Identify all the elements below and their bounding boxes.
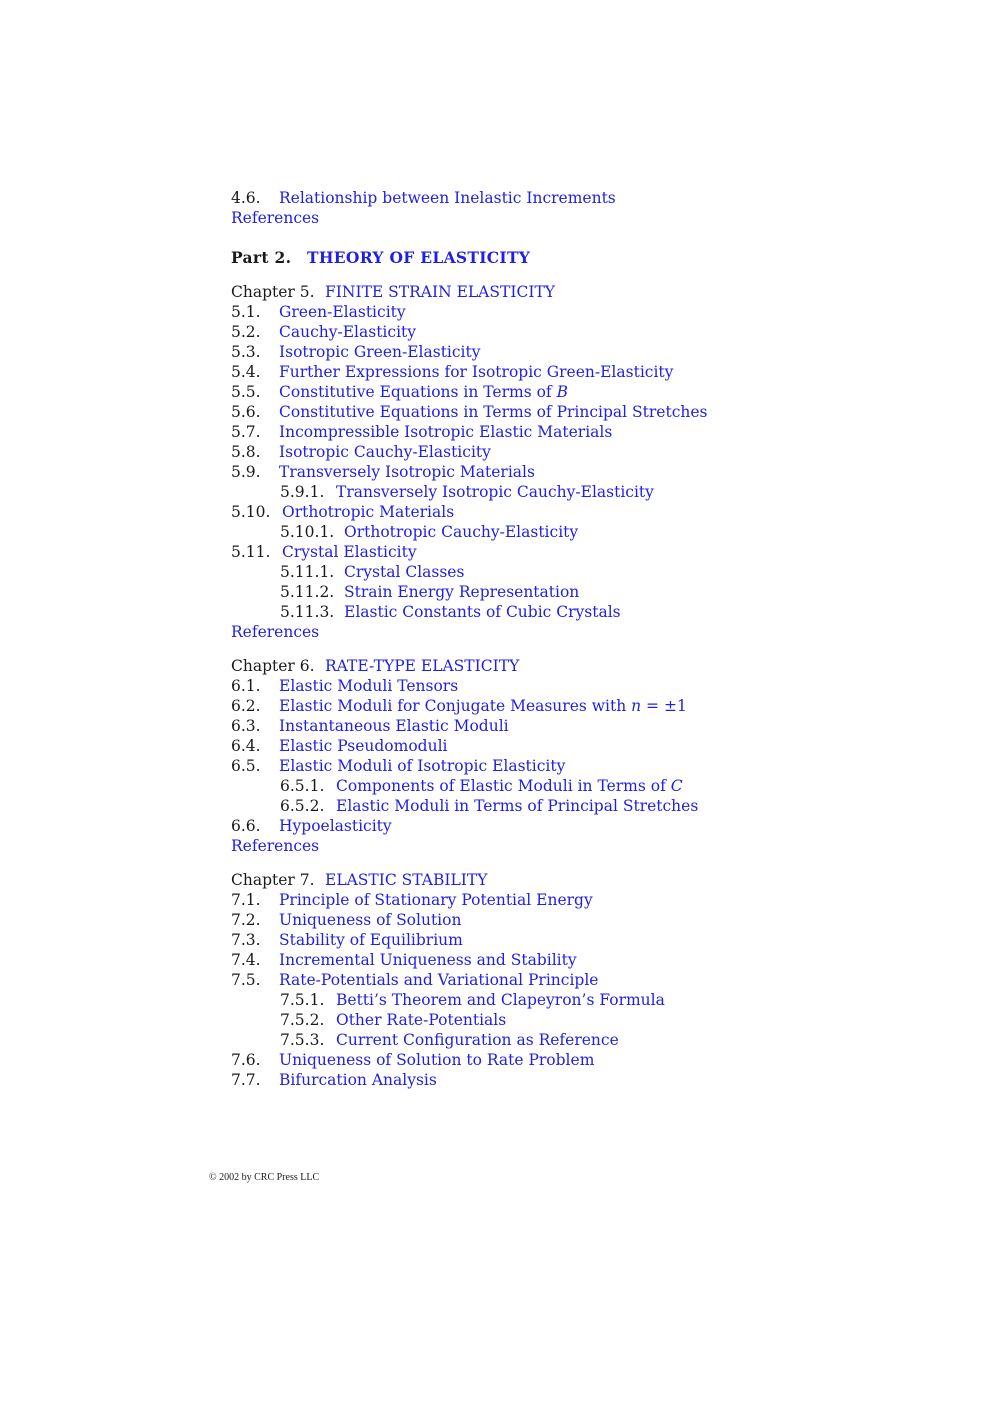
subsection-link[interactable]: Elastic Moduli in Terms of Principal Stretches [336, 797, 699, 815]
section-link-text: Elastic Moduli for Conjugate Measures with [279, 697, 632, 715]
section-number: 5.6. [231, 403, 261, 421]
toc-entry[interactable] [231, 816, 791, 836]
section-link[interactable]: Relationship between Inelastic Increments [279, 189, 616, 207]
subsection-link[interactable]: Elastic Constants of Cubic Crystals [344, 603, 621, 621]
section-link[interactable]: Instantaneous Elastic Moduli [279, 717, 509, 735]
section-number: 7.4. [231, 951, 261, 969]
section-number: 5.4. [231, 363, 261, 381]
math-tail: = ±1 [641, 697, 687, 715]
section-link[interactable]: Bifurcation Analysis [279, 1071, 437, 1089]
section-link[interactable]: Hypoelasticity [279, 817, 392, 835]
section-number: 5.3. [231, 343, 261, 361]
references-entry[interactable] [231, 622, 791, 642]
toc-entry[interactable] [231, 502, 791, 522]
part-label: Part 2. [231, 248, 292, 267]
section-link[interactable] [279, 697, 687, 715]
subsection-number: 5.11.2. [280, 583, 335, 601]
section-link[interactable]: Cauchy-Elasticity [279, 323, 417, 341]
toc-entry[interactable] [231, 422, 791, 442]
toc-entry[interactable] [231, 736, 791, 756]
subsection-link[interactable]: Crystal Classes [344, 563, 465, 581]
references-link[interactable]: References [231, 623, 320, 641]
toc-subentry[interactable] [231, 582, 791, 602]
toc-subentry[interactable] [231, 602, 791, 622]
section-number: 6.5. [231, 757, 261, 775]
copyright-footer: © 2002 by CRC Press LLC [209, 1172, 320, 1183]
toc-entry[interactable] [231, 696, 791, 716]
subsection-number: 5.11.3. [280, 603, 335, 621]
section-link[interactable]: Transversely Isotropic Materials [279, 463, 535, 481]
toc-entry[interactable] [231, 402, 791, 422]
toc-entry[interactable] [231, 970, 791, 990]
toc-entry[interactable] [231, 542, 791, 562]
toc-subentry[interactable] [231, 990, 791, 1010]
section-number: 5.9. [231, 463, 261, 481]
section-number: 7.3. [231, 931, 261, 949]
section-number: 7.1. [231, 891, 261, 909]
chapter-label: Chapter 7. [231, 871, 315, 889]
section-link[interactable]: Elastic Moduli of Isotropic Elasticity [279, 757, 566, 775]
subsection-link[interactable]: Transversely Isotropic Cauchy-Elasticity [336, 483, 654, 501]
section-link[interactable]: Further Expressions for Isotropic Green-Elasticity [279, 363, 674, 381]
section-link[interactable] [279, 383, 568, 401]
subsection-link[interactable]: Orthotropic Cauchy-Elasticity [344, 523, 579, 541]
subsection-link[interactable]: Betti’s Theorem and Clapeyron’s Formula [336, 991, 665, 1009]
subsection-number: 7.5.2. [280, 1011, 325, 1029]
toc-entry[interactable] [231, 950, 791, 970]
toc-entry[interactable] [231, 322, 791, 342]
section-number: 4.6. [231, 189, 261, 207]
section-link[interactable]: Principle of Stationary Potential Energy [279, 891, 593, 909]
section-number: 5.7. [231, 423, 261, 441]
toc-subentry[interactable] [231, 562, 791, 582]
section-link[interactable]: Uniqueness of Solution to Rate Problem [279, 1051, 595, 1069]
chapter-6-heading[interactable] [231, 656, 791, 676]
subsection-link[interactable]: Other Rate-Potentials [336, 1011, 507, 1029]
part-title-link[interactable]: THEORY OF ELASTICITY [307, 248, 531, 267]
subsection-link[interactable]: Strain Energy Representation [344, 583, 580, 601]
section-number: 7.2. [231, 911, 261, 929]
toc-subentry[interactable] [231, 796, 791, 816]
subsection-link[interactable]: Current Configuration as Reference [336, 1031, 619, 1049]
toc-entry-4-6[interactable] [231, 188, 791, 208]
toc-entry[interactable] [231, 382, 791, 402]
subsection-link[interactable] [336, 777, 683, 795]
subsection-number: 7.5.3. [280, 1031, 325, 1049]
section-link[interactable]: Orthotropic Materials [282, 503, 455, 521]
section-number: 5.8. [231, 443, 261, 461]
toc-entry[interactable] [231, 676, 791, 696]
toc-entry[interactable] [231, 716, 791, 736]
subsection-link-text: Components of Elastic Moduli in Terms of [336, 777, 671, 795]
section-link-text: Constitutive Equations in Terms of [279, 383, 557, 401]
math-symbol: B [556, 383, 568, 401]
toc-entry[interactable] [231, 442, 791, 462]
section-link[interactable]: Crystal Elasticity [282, 543, 417, 561]
chapter-7-heading[interactable] [231, 870, 791, 890]
section-link[interactable]: Elastic Pseudomoduli [279, 737, 448, 755]
section-link[interactable]: Stability of Equilibrium [279, 931, 463, 949]
toc-entry[interactable] [231, 362, 791, 382]
section-number: 7.6. [231, 1051, 261, 1069]
toc-entry[interactable] [231, 302, 791, 322]
chapter-label: Chapter 5. [231, 283, 315, 301]
section-link[interactable]: Isotropic Green-Elasticity [279, 343, 481, 361]
subsection-number: 5.9.1. [280, 483, 325, 501]
math-symbol: C [670, 777, 683, 795]
section-link[interactable]: Constitutive Equations in Terms of Principal Stretches [279, 403, 708, 421]
toc-entry[interactable] [231, 342, 791, 362]
section-number: 5.1. [231, 303, 261, 321]
chapter-label: Chapter 6. [231, 657, 315, 675]
section-link[interactable]: Isotropic Cauchy-Elasticity [279, 443, 491, 461]
subsection-number: 5.11.1. [280, 563, 335, 581]
section-number: 7.5. [231, 971, 261, 989]
section-link[interactable]: Elastic Moduli Tensors [279, 677, 459, 695]
chapter-title-link[interactable]: ELASTIC STABILITY [325, 871, 488, 889]
toc-subentry[interactable] [231, 1030, 791, 1050]
references-entry[interactable] [231, 836, 791, 856]
toc-entry[interactable] [231, 930, 791, 950]
chapter-title-link[interactable]: RATE-TYPE ELASTICITY [325, 657, 520, 675]
toc-subentry[interactable] [231, 1010, 791, 1030]
section-number: 5.2. [231, 323, 261, 341]
section-number: 5.11. [231, 543, 271, 561]
subsection-number: 5.10.1. [280, 523, 335, 541]
section-link[interactable]: Rate-Potentials and Variational Principle [279, 971, 599, 989]
toc-subentry[interactable] [231, 482, 791, 502]
chapter-title-link[interactable]: FINITE STRAIN ELASTICITY [325, 283, 556, 301]
references-link[interactable]: References [231, 209, 320, 227]
subsection-number: 7.5.1. [280, 991, 325, 1009]
toc-entry[interactable] [231, 910, 791, 930]
chapter-5-heading[interactable] [231, 282, 791, 302]
section-link[interactable]: Uniqueness of Solution [279, 911, 462, 929]
section-number: 6.6. [231, 817, 261, 835]
section-number: 5.5. [231, 383, 261, 401]
section-link[interactable]: Incompressible Isotropic Elastic Materials [279, 423, 613, 441]
section-number: 5.10. [231, 503, 271, 521]
toc-entry[interactable] [231, 756, 791, 776]
table-of-contents [231, 188, 791, 1090]
subsection-number: 6.5.2. [280, 797, 325, 815]
references-link[interactable]: References [231, 837, 320, 855]
toc-entry[interactable] [231, 1070, 791, 1090]
section-number: 6.4. [231, 737, 261, 755]
section-number: 7.7. [231, 1071, 261, 1089]
section-number: 6.1. [231, 677, 261, 695]
toc-subentry[interactable] [231, 522, 791, 542]
section-link[interactable]: Green-Elasticity [279, 303, 406, 321]
section-number: 6.3. [231, 717, 261, 735]
toc-entry[interactable] [231, 462, 791, 482]
part-heading[interactable] [231, 248, 791, 268]
subsection-number: 6.5.1. [280, 777, 325, 795]
section-number: 6.2. [231, 697, 261, 715]
toc-subentry[interactable] [231, 776, 791, 796]
toc-entry[interactable] [231, 890, 791, 910]
section-link[interactable]: Incremental Uniqueness and Stability [279, 951, 577, 969]
toc-entry[interactable] [231, 1050, 791, 1070]
math-symbol: n [631, 697, 642, 715]
references-entry[interactable] [231, 208, 791, 228]
